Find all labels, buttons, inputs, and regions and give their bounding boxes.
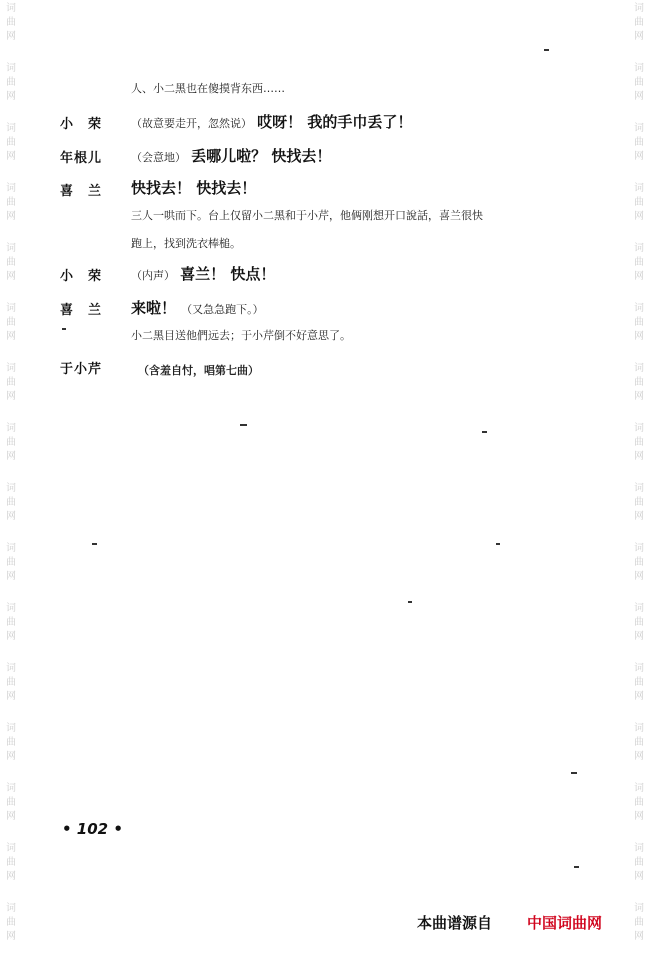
watermark-char: 曲: [6, 17, 16, 28]
watermark-char: 曲: [6, 437, 16, 448]
watermark-char: 网: [6, 31, 16, 42]
stage-direction-line: 小二黑目送他們远去；于小芹倒不好意思了。: [131, 329, 351, 342]
watermark-char: 词: [634, 303, 644, 314]
watermark-char: 网: [634, 691, 644, 702]
scan-speck: [92, 543, 97, 545]
watermark-char: 网: [6, 751, 16, 762]
watermark-char: 曲: [634, 77, 644, 88]
watermark-char: 曲: [6, 797, 16, 808]
stage-direction: （故意要走开，忽然说）: [131, 117, 252, 130]
watermark-char: 词: [634, 3, 644, 14]
dialogue-line: [138, 359, 259, 378]
watermark-char: 词: [634, 123, 644, 134]
stage-direction: （会意地）: [131, 151, 186, 164]
watermark-char: 曲: [634, 137, 644, 148]
scan-speck: [62, 328, 66, 330]
scan-speck: [574, 866, 579, 868]
watermark-char: 网: [634, 511, 644, 522]
watermark-char: 网: [6, 631, 16, 642]
speaker-name: 喜 兰: [60, 303, 103, 318]
watermark-char: 网: [634, 931, 644, 942]
watermark-char: 网: [634, 331, 644, 342]
watermark-char: 曲: [634, 197, 644, 208]
watermark-char: 词: [6, 183, 16, 194]
stage-direction-line: 跑上，找到洗衣棒槌。: [131, 237, 241, 250]
watermark-char: 词: [634, 663, 644, 674]
watermark-char: 曲: [6, 557, 16, 568]
watermark-char: 词: [634, 543, 644, 554]
scan-speck: [240, 424, 247, 426]
scan-speck: [408, 601, 412, 603]
stage-direction-line: 三人一哄而下。台上仅留小二黑和于小芹，他俩刚想开口說話，喜兰很快: [131, 209, 483, 222]
watermark-char: 词: [634, 843, 644, 854]
watermark-char: 词: [634, 243, 644, 254]
footer-source-label: 本曲谱源自: [417, 914, 493, 932]
watermark-char: 曲: [634, 617, 644, 628]
speaker-name: 小 荣: [60, 269, 103, 284]
watermark-char: 词: [6, 663, 16, 674]
scan-speck: [482, 431, 487, 433]
footer-site-link[interactable]: 中国词曲网: [527, 914, 603, 932]
watermark-char: 网: [6, 871, 16, 882]
watermark-char: 词: [634, 603, 644, 614]
dialogue-line: [131, 263, 275, 284]
watermark-char: 曲: [634, 17, 644, 28]
scan-speck: [544, 49, 549, 51]
watermark-char: 曲: [634, 737, 644, 748]
watermark-char: 词: [6, 723, 16, 734]
watermark-char: 曲: [6, 677, 16, 688]
watermark-char: 词: [634, 483, 644, 494]
watermark-char: 词: [634, 903, 644, 914]
watermark-char: 曲: [634, 557, 644, 568]
dialogue-line: [131, 177, 256, 198]
watermark-char: 词: [6, 63, 16, 74]
watermark-char: 曲: [634, 497, 644, 508]
watermark-strip-left: [2, 0, 20, 960]
speaker-name: 年根儿: [60, 151, 103, 166]
watermark-char: 曲: [634, 377, 644, 388]
watermark-char: 词: [6, 603, 16, 614]
dialogue-speech: 哎呀！ 我的手巾丢了！: [257, 113, 413, 131]
watermark-char: 曲: [6, 917, 16, 928]
stage-direction-opening: 人、小二黑也在傻摸背东西……: [131, 82, 285, 95]
watermark-char: 词: [6, 243, 16, 254]
watermark-char: 网: [634, 151, 644, 162]
stage-direction: （又急急跑下。）: [181, 303, 264, 316]
watermark-char: 曲: [634, 677, 644, 688]
watermark-char: 曲: [6, 737, 16, 748]
watermark-char: 曲: [634, 797, 644, 808]
page-number: • 102 •: [62, 820, 123, 838]
watermark-char: 曲: [6, 257, 16, 268]
watermark-char: 曲: [6, 617, 16, 628]
watermark-char: 曲: [6, 317, 16, 328]
watermark-char: 曲: [634, 857, 644, 868]
watermark-char: 词: [634, 783, 644, 794]
watermark-char: 词: [6, 423, 16, 434]
watermark-char: 网: [6, 151, 16, 162]
stage-direction: （内声）: [131, 269, 175, 282]
watermark-char: 曲: [6, 197, 16, 208]
watermark-char: 网: [6, 931, 16, 942]
scan-speck: [496, 543, 500, 545]
watermark-char: 词: [6, 123, 16, 134]
watermark-char: 词: [634, 423, 644, 434]
watermark-char: 词: [6, 843, 16, 854]
watermark-char: 网: [6, 391, 16, 402]
watermark-char: 曲: [634, 317, 644, 328]
watermark-char: 词: [6, 783, 16, 794]
watermark-char: 网: [6, 571, 16, 582]
watermark-char: 网: [6, 271, 16, 282]
dialogue-speech: 来啦！: [131, 299, 177, 317]
watermark-char: 曲: [634, 257, 644, 268]
stage-direction: （含羞自忖，唱第七曲）: [138, 364, 259, 377]
watermark-char: 网: [634, 271, 644, 282]
watermark-char: 曲: [6, 497, 16, 508]
watermark-char: 词: [6, 363, 16, 374]
watermark-char: 曲: [6, 137, 16, 148]
watermark-char: 曲: [6, 377, 16, 388]
watermark-char: 词: [634, 183, 644, 194]
watermark-char: 曲: [6, 77, 16, 88]
watermark-char: 网: [6, 691, 16, 702]
scan-speck: [571, 772, 577, 774]
watermark-char: 词: [6, 303, 16, 314]
dialogue-line: [131, 145, 331, 166]
watermark-char: 网: [6, 211, 16, 222]
watermark-char: 网: [634, 91, 644, 102]
watermark-char: 网: [634, 871, 644, 882]
watermark-char: 网: [634, 211, 644, 222]
speaker-name: 喜 兰: [60, 184, 103, 199]
watermark-char: 网: [634, 451, 644, 462]
dialogue-line: [131, 297, 264, 318]
watermark-char: 网: [634, 751, 644, 762]
watermark-char: 词: [6, 3, 16, 14]
dialogue-speech: 快找去！ 快找去！: [131, 179, 257, 197]
watermark-char: 词: [6, 543, 16, 554]
watermark-char: 网: [634, 571, 644, 582]
watermark-char: 网: [634, 31, 644, 42]
watermark-char: 曲: [634, 437, 644, 448]
watermark-char: 网: [634, 631, 644, 642]
watermark-char: 网: [6, 451, 16, 462]
watermark-char: 网: [634, 391, 644, 402]
watermark-char: 曲: [634, 917, 644, 928]
speaker-name: 于小芹: [60, 362, 103, 377]
dialogue-speech: 丢哪儿啦？ 快找去！: [191, 147, 332, 165]
watermark-char: 词: [634, 63, 644, 74]
watermark-char: 曲: [6, 857, 16, 868]
watermark-char: 网: [6, 91, 16, 102]
watermark-char: 词: [6, 483, 16, 494]
watermark-char: 网: [6, 511, 16, 522]
dialogue-line: [131, 111, 412, 132]
dialogue-speech: 喜兰！ 快点！: [180, 265, 276, 283]
speaker-name: 小 荣: [60, 117, 103, 132]
watermark-char: 词: [634, 723, 644, 734]
watermark-char: 词: [6, 903, 16, 914]
watermark-char: 网: [634, 811, 644, 822]
watermark-char: 网: [6, 331, 16, 342]
watermark-strip-right: [630, 0, 648, 960]
watermark-char: 词: [634, 363, 644, 374]
watermark-char: 网: [6, 811, 16, 822]
